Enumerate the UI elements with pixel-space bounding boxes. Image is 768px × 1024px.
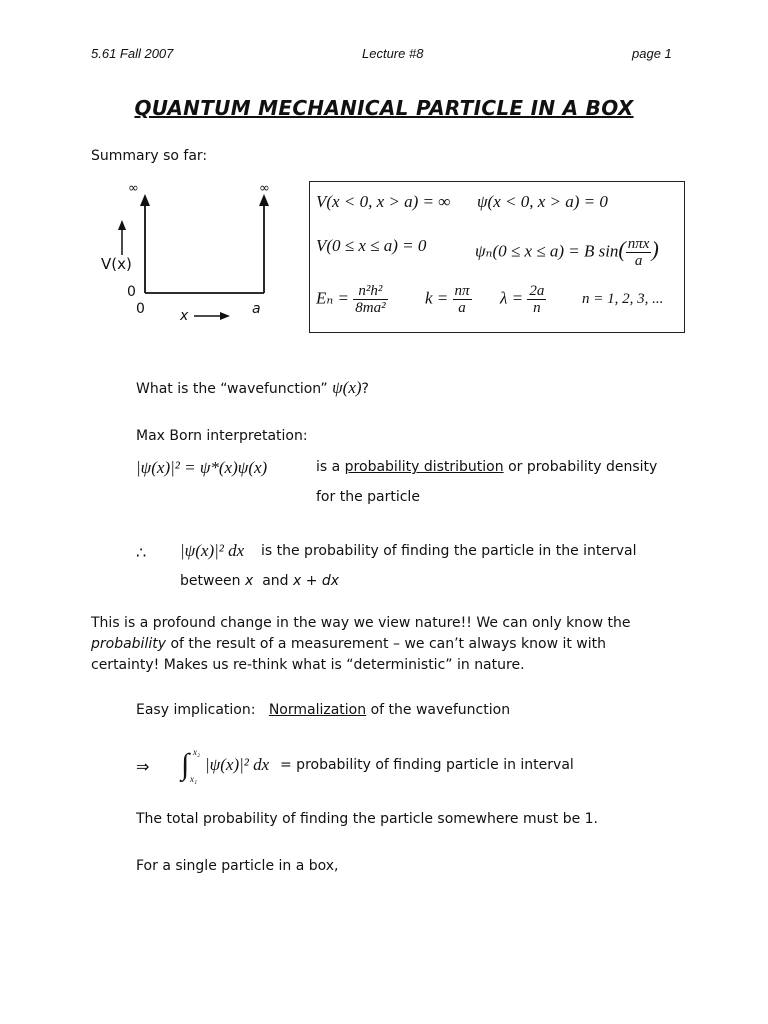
integral-lower-limit: x₁ (190, 774, 198, 784)
header-page: page 1 (632, 46, 672, 61)
integral-meaning: = probability of finding particle in interval (280, 757, 574, 773)
integrand: |ψ(x)|² dx (205, 755, 270, 774)
therefore-symbol: ∴ (136, 543, 147, 562)
psi-outside-eq: ψ(x < 0, x > a) = 0 (477, 192, 608, 211)
therefore-text: is the probability of finding the particle in the interval (261, 543, 637, 559)
psi-inside-eq: ψₙ(0 ≤ x ≤ a) = B sin( $\frac{\text{nπx}}{a}$ ) (475, 236, 659, 269)
left-wall-arrow (140, 194, 150, 206)
zero-x-label: 0 (136, 301, 145, 317)
implies-arrow: ⇒ (136, 757, 150, 776)
v-axis-label: V(x) (101, 255, 132, 273)
potential-well-diagram (90, 178, 310, 328)
profound-paragraph: This is a profound change in the way we view nature!! We can only know the probability of the result of a measurement – we can’t always know it with certainty! Makes us re-think what is “deterministic” in nature. (91, 615, 631, 673)
infinity-right: ∞ (259, 181, 270, 196)
wavefunction-question: What is the “wavefunction” ψ(x)? (136, 378, 369, 397)
infinity-left: ∞ (128, 181, 139, 196)
wavenumber-eq: k = $\frac{n\pi}{a}$ (425, 283, 470, 316)
potential-inside-eq: V(0 ≤ x ≤ a) = 0 (316, 236, 427, 255)
zero-y-label: 0 (127, 284, 136, 300)
born-label: Max Born interpretation: (136, 428, 308, 444)
a-label: a (252, 301, 261, 317)
born-description-line2: for the particle (316, 489, 420, 505)
header-lecture: Lecture #8 (362, 46, 424, 61)
born-description: is a probability distribution or probability density (316, 459, 658, 475)
born-equation: |ψ(x)|² = ψ*(x)ψ(x) (136, 458, 268, 477)
single-particle: For a single particle in a box, (136, 858, 339, 874)
x-axis-label: x (180, 308, 189, 324)
page-title: QUANTUM MECHANICAL PARTICLE IN A BOX (134, 96, 634, 120)
summary-label: Summary so far: (91, 148, 208, 164)
header-course: 5.61 Fall 2007 (91, 46, 174, 61)
wavelength-eq: λ = $\frac{2a}{n}$ (500, 283, 545, 316)
energy-eq: Eₙ = $\frac{\text{n²h²}}{\text{8ma²}}$ (316, 283, 386, 316)
n-values: n = 1, 2, 3, ... (582, 291, 664, 307)
total-probability: The total probability of finding the particle somewhere must be 1. (136, 811, 599, 827)
integral-upper-limit: x₂ (193, 747, 201, 757)
probability-density-dx: |ψ(x)|² dx (180, 541, 245, 560)
therefore-line2: between x and x + dx (180, 573, 340, 589)
integral-sign: ∫ (181, 748, 190, 781)
potential-outside-eq: V(x < 0, x > a) = ∞ (316, 192, 451, 211)
easy-implication: Easy implication: Normalization of the wavefunction (136, 702, 511, 718)
